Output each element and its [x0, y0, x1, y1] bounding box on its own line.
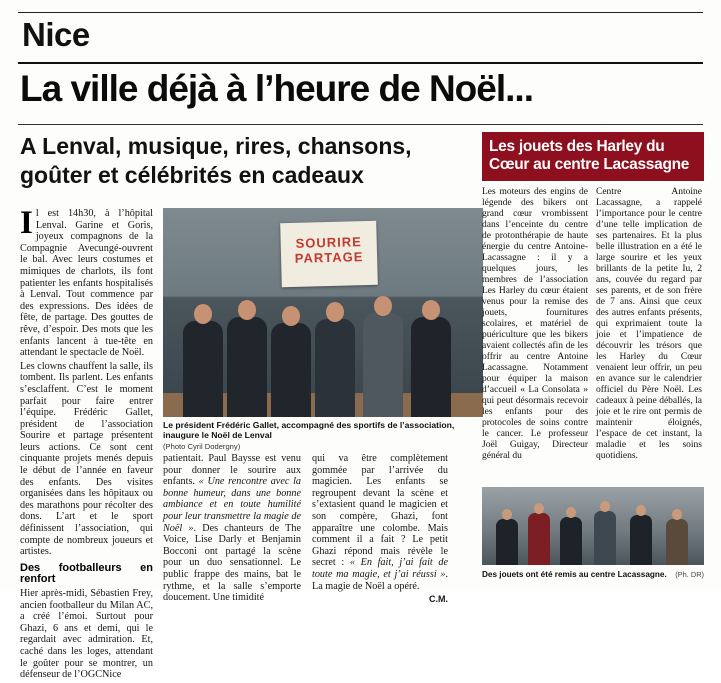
sidebar-title: Les jouets des Harley du Cœur au centre Lacassagne — [482, 132, 704, 181]
sidebar-column-left — [482, 187, 588, 464]
photo-person — [227, 317, 267, 417]
photo-person-head — [282, 306, 300, 326]
sidebar-photo-person — [666, 519, 688, 565]
main-photo — [163, 208, 483, 417]
photo-person — [411, 317, 451, 417]
section-title: Nice — [22, 16, 90, 53]
sidebar-photo-person-head — [672, 509, 682, 520]
sidebar-photo — [482, 487, 704, 565]
article-subheading: Des footballeurs en renfort — [20, 561, 153, 586]
article-paragraph: Il est 14h30, à l’hôpital Lenval. Garine et Goris, joyeux compagnons de la Compagnie Avecungé-ouvrent le bal. Avec leurs costumes et mimiques de charlots, ils font patienter les enfants hospitalisés à Lenval. Tout commence par des expressions. Des idées de fête, de partage. Des gouttes de rêve, d’espoir. Des mots que les enfants lancent à tue-tête en attendant le spectacle de Noël. — [20, 205, 153, 359]
sidebar-photo-person-head — [502, 509, 512, 520]
sidebar-body — [482, 181, 704, 464]
photo-banner — [280, 221, 378, 287]
sidebar-photo-person — [528, 513, 550, 565]
photo-person — [271, 323, 311, 417]
sidebar-photo-caption: Des jouets ont été remis au centre Lacassagne. — [482, 570, 667, 579]
sidebar-article — [482, 132, 704, 579]
photo-person-head — [238, 300, 256, 320]
main-photo-credit: (Photo Cyril Dodergny) — [163, 442, 241, 451]
sidebar-column-right — [596, 187, 702, 464]
sidebar-paragraph: Les moteurs des engins de légende des bikers ont grand cœur vrombissent dans l’enceinte du centre de protonthérapie de haute énergie du centre Antoine-Lacassagne : il y a quelques jours, les membres de l’association Les Harley du cœur étaient venus pour la remise des jouets, fournitures scolaires, et matériel de puériculture que les bikers avaient collectés afin de les offrir au centre Antoine Lacassagne. Notamment pour équiper la maison d’accueil « La Consolata » qui peut désormais recevoir les enfants pour des protocoles de soins contre le cancer. Le professeur Joël Guigay, Directeur général du — [482, 187, 588, 461]
sidebar-photo-person — [496, 519, 518, 565]
photo-person — [315, 319, 355, 417]
article-paragraph: patientait. Paul Baysse est venu pour donner le sourire aux enfants. « Une rencontre avec la bonne humeur, dans une bonne ambiance et en toute humilité pour leur transmettre la magie de Noël ». Des chanteurs de The Voice, Lise Darly et Benjamin Bocconi ont partagé la scène pour un duo sensationnel. Le public frappe des mains, bat le rythme, et la salle s’emporte doucement. Une timidité — [163, 453, 301, 604]
article-column-left — [20, 205, 153, 683]
main-photo-caption: Le président Frédéric Gallet, accompagné des sportifs de l’association, inaugure le Noël de Lenval — [163, 420, 455, 441]
sidebar-photo-person-head — [600, 501, 610, 512]
sidebar-photo-person-head — [566, 507, 576, 518]
page-title: La ville déjà à l’heure de Noël... — [20, 68, 533, 109]
sidebar-photo-person-head — [636, 505, 646, 516]
photo-person — [183, 321, 223, 417]
photo-person-head — [326, 302, 344, 322]
sidebar-photo-person-head — [534, 503, 544, 514]
sidebar-photo-credit: (Ph. DR) — [675, 570, 704, 579]
article-paragraph: Les clowns chauffent la salle, ils tombent. Ils parlent. Les enfants s’esclaffent. C’est le moment parfait pour faire entrer l’équipe. Frédéric Gallet, président de l’association Sourire et partage présentent leurs actions. Ce sont cent cinquante projets menés depuis le début de l’année en faveur des enfants. Des visites organisées dans les hôpitaux ou des marathons pour récolter des dons. L’art et le sport définissent l’association, qui compte de nombreux joueurs et artistes. — [20, 360, 153, 558]
sidebar-photo-caption-row — [482, 570, 704, 579]
subheadline: A Lenval, musique, rires, chansons, goûter et célébrités en cadeaux — [20, 133, 412, 188]
article-column-right — [312, 453, 448, 606]
top-rule — [18, 12, 703, 13]
photo-banner-text: SOURIRE PARTAGE — [294, 234, 364, 266]
photo-person — [363, 313, 403, 417]
article-paragraph: qui va être complètement gommée par l’arrivée du magicien. Les enfants se regroupent devant la scène et s’extasient quand le magicien et son compère, Ghazi, font apparaître une colombe. Mais comment il a fait ? Le petit Ghazi répond mais révèle le secret : « En fait, j’ai fait de toute ma magie, et j’ai réussi ». La magie de Noël a opéré. — [312, 453, 448, 592]
photo-person-head — [422, 300, 440, 320]
section-rule — [18, 62, 703, 64]
photo-person-head — [374, 296, 392, 316]
sidebar-photo-person — [560, 517, 582, 565]
sidebar-paragraph: Centre Antoine Lacassagne, a rappelé l’importance pour le centre d’une telle implication de ses partenaires. Et la plus belle illustration en a été le large sourire et les yeux brillants de la petite Iu, 2 ans, couvée du regard par ses parents, et de son frère de 7 ans. Ainsi que ceux des autres enfants présents, qui exprimaient toute la joie et l’impatience de découvrir les trésors que les Harley du Cœur venaient leur offrir, un peu en avance sur le calendrier officiel du Père Noël. Les cadeaux à peine déballés, la joie et le rire ont permis de maintenir éloignés, l’espace de cet instant, la maladie et les soins quotidiens. — [596, 187, 702, 461]
headline-rule — [18, 124, 703, 125]
sidebar-photo-person — [594, 511, 616, 565]
article-column-middle — [163, 453, 301, 606]
article-byline: C.M. — [429, 594, 448, 605]
sidebar-photo-person — [630, 515, 652, 565]
article-paragraph: Hier après-midi, Sébastien Frey, ancien footballeur du Milan AC, a créé l’émoi. Surtout pour Ghazi, 6 ans et demi, qui le regardait avec admiration. Et, caché dans les loges, attendant le goûter pour se montrer, un défenseur de l’OGCNice — [20, 588, 153, 681]
photo-person-head — [194, 304, 212, 324]
drop-cap: I — [20, 205, 33, 241]
